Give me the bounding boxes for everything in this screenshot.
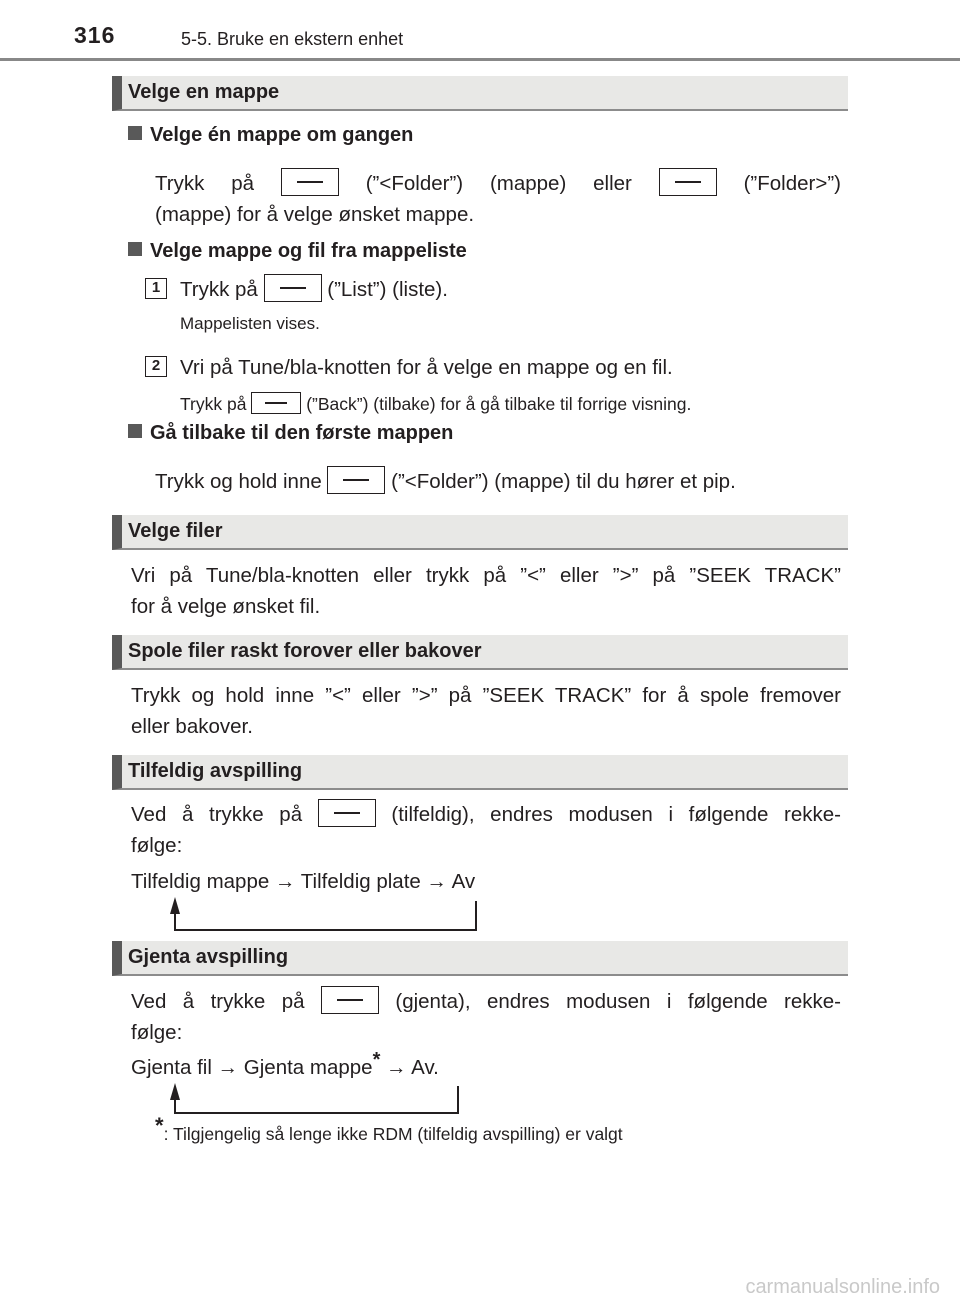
step2-text: Vri på Tune/bla-knotten for å velge en mappe og en fil. — [180, 356, 673, 379]
page-number: 316 — [74, 22, 116, 48]
fast-forward-line2: eller bakover. — [131, 715, 253, 738]
text-fragment: (”List”) (liste). — [327, 278, 448, 301]
text-fragment: → Av. — [380, 1056, 439, 1079]
text-fragment: Trykk på — [180, 278, 258, 301]
repeat-paragraph — [131, 986, 841, 1048]
text-fragment: Gjenta fil → Gjenta mappe — [131, 1056, 373, 1079]
random-cycle-arrow-icon — [170, 897, 476, 930]
repeat-line1 — [131, 986, 841, 1017]
select-files-line2: for å velge ønsket fil. — [131, 595, 321, 618]
text-fragment: (”<Folder”) (mappe) eller — [365, 172, 632, 195]
sub-heading-label: Gå tilbake til den første mappen — [150, 422, 454, 444]
text-fragment: (”Folder>”) — [743, 172, 841, 195]
sub-heading-label: Velge én mappe om gangen — [150, 124, 414, 146]
text-fragment: Ved å trykke på — [131, 990, 305, 1013]
section-title: Velge filer — [128, 520, 223, 542]
random-line2: følge: — [131, 834, 183, 857]
text-fragment: (”<Folder”) (mappe) til du hører et pip. — [391, 470, 736, 493]
one-folder-line2: (mappe) for å velge ønsket mappe. — [155, 203, 475, 226]
footnote-asterisk: * — [155, 1113, 164, 1139]
text-fragment: (gjenta), endres modusen i følgende rekke- — [395, 990, 842, 1013]
text-fragment: (tilfeldig), endres modusen i følgende rekke- — [391, 803, 841, 826]
sub-heading-label: Velge mappe og fil fra mappeliste — [150, 240, 467, 262]
step1-note: Mappelisten vises. — [180, 314, 320, 333]
step-number-1: 1 — [145, 278, 167, 299]
text-fragment: Trykk på — [180, 394, 247, 414]
repeat-line2: følge: — [131, 1021, 183, 1044]
text-fragment: Ved å trykke på — [131, 803, 303, 826]
watermark: carmanualsonline.info — [745, 1276, 940, 1298]
random-sequence: Tilfeldig mappe → Tilfeldig plate → Av — [131, 870, 476, 893]
text-fragment: (”Back”) (tilbake) for å gå tilbake til forrige visning. — [306, 394, 692, 414]
step-number-2: 2 — [145, 356, 167, 377]
fast-forward-line1: Trykk og hold inne ”<” eller ”>” på ”SEEK TRACK” for å spole fremover — [131, 684, 841, 707]
section-title: Gjenta avspilling — [128, 946, 289, 968]
section-title: Velge en mappe — [128, 81, 280, 103]
repeat-button-icon — [321, 986, 379, 1014]
text-fragment: Trykk og hold inne — [155, 470, 322, 493]
footnote — [155, 1113, 623, 1145]
asterisk-marker: * — [372, 1049, 381, 1072]
chapter-title: 5-5. Bruke en ekstern enhet — [181, 29, 404, 49]
section-title: Tilfeldig avspilling — [128, 760, 303, 782]
repeat-cycle-arrow-icon — [170, 1083, 458, 1113]
select-files-line1: Vri på Tune/bla-knotten eller trykk på ”<” eller ”>” på ”SEEK TRACK” — [131, 564, 841, 587]
section-title: Spole filer raskt forover eller bakover — [128, 640, 482, 662]
text-fragment: Trykk på — [155, 172, 254, 195]
section-bar-repeat — [112, 941, 848, 976]
footnote-text: : Tilgjengelig så lenge ikke RDM (tilfeldig avspilling) er valgt — [163, 1124, 623, 1144]
repeat-sequence — [131, 1049, 439, 1083]
